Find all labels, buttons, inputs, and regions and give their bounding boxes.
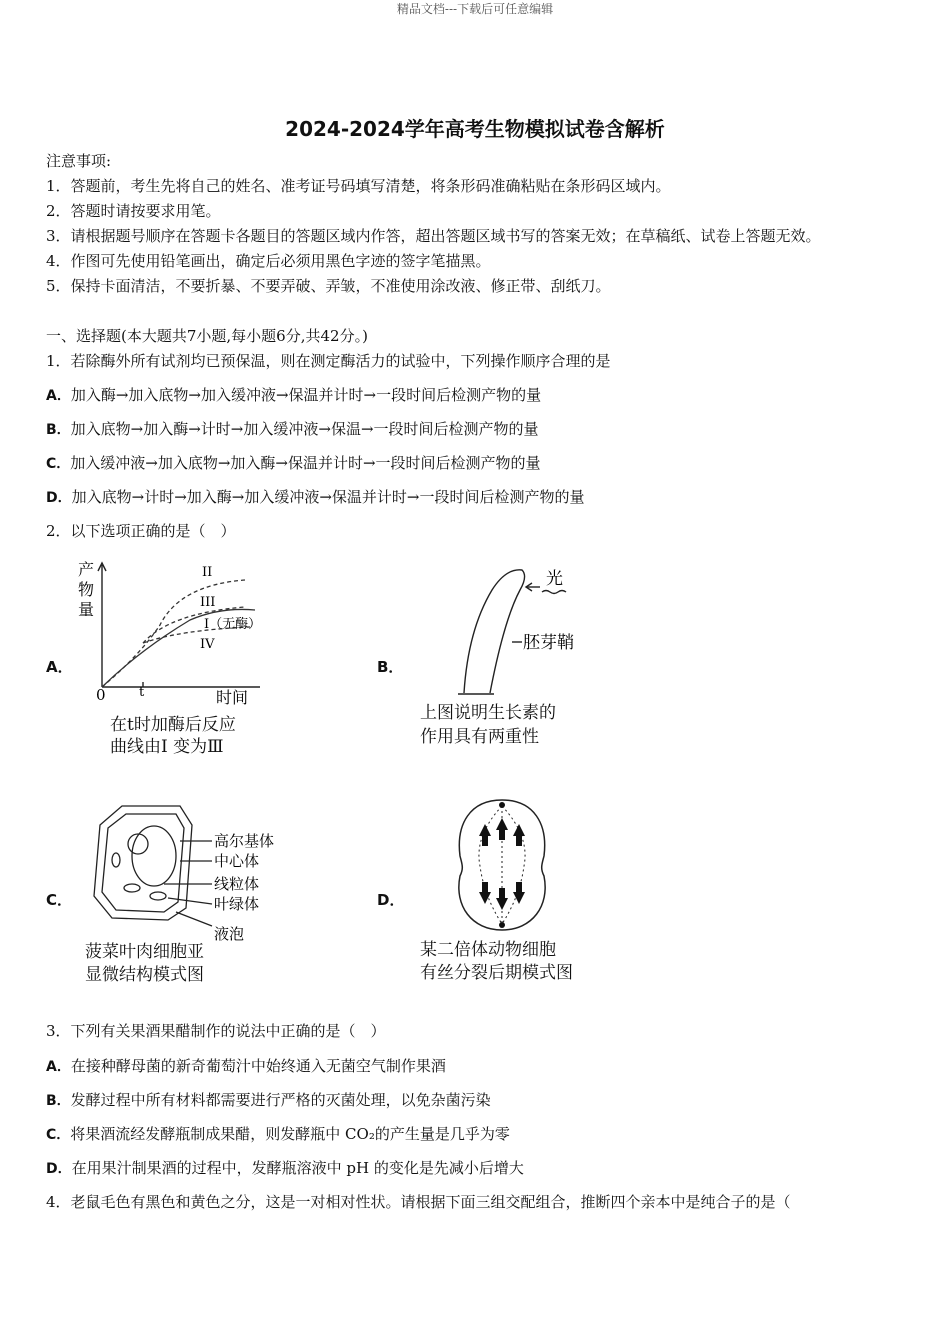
chloroplast — [124, 884, 140, 892]
spindle-fiber — [479, 806, 502, 924]
notice-item: 4．作图可先使用铅笔画出，确定后必须用黑色字迹的签字笔描黑。 — [46, 252, 491, 270]
option-text: 在接种酵母菌的新奇葡萄汁中始终通入无菌空气制作果酒 — [70, 1057, 446, 1075]
y-label-3: 量 — [78, 600, 95, 619]
light-label: 光 — [546, 569, 563, 589]
option-label: B． — [46, 1093, 71, 1109]
part-centrosome: 中心体 — [214, 852, 260, 870]
pointer-line — [176, 912, 212, 926]
notice-heading: 注意事项: — [46, 152, 112, 170]
curve-ii — [102, 580, 245, 687]
fig-d-caption-1: 某二倍体动物细胞 — [420, 940, 556, 960]
nucleus — [128, 834, 148, 854]
section-heading: 一、选择题(本大题共7小题,每小题6分,共42分。) — [46, 327, 368, 345]
q3-option-c — [46, 1124, 510, 1145]
chloroplast — [150, 892, 166, 900]
vacuole — [132, 826, 176, 886]
q3-option-b — [46, 1090, 491, 1111]
t-label: t — [139, 685, 145, 700]
option-label: B． — [46, 422, 71, 438]
y-label-2: 物 — [78, 580, 95, 599]
q4-stem: 4．老鼠毛色有黑色和黄色之分，这是一对相对性状。请根据下面三组交配组合，推断四个亲本中是纯合子的是（ — [46, 1193, 791, 1211]
option-label: A． — [46, 388, 71, 404]
chromosome — [513, 824, 525, 846]
q3-option-a — [46, 1056, 446, 1077]
option-text: 在用果汁制果酒的过程中，发酵瓶溶液中 pH 的变化是先减小后增大 — [71, 1159, 524, 1177]
q1-option-d — [46, 487, 584, 508]
fig-b-caption-2: 作用具有两重性 — [420, 727, 539, 747]
curve-label-ii: II — [202, 565, 213, 580]
chromosome — [479, 882, 491, 904]
option-text: 加入底物→加入酶→计时→加入缓冲液→保温→一段时间后检测产物的量 — [70, 420, 539, 438]
chromosome — [496, 818, 508, 840]
mitochondrion — [112, 853, 120, 867]
coleoptile-shape — [464, 570, 525, 693]
notice-item: 3．请根据题号顺序在答题卡各题目的答题区域内作答，超出答题区域书写的答案无效；在草稿纸、试卷上答题无效。 — [46, 227, 821, 245]
coleoptile-label: 胚芽鞘 — [523, 633, 574, 653]
chromosome — [479, 824, 491, 846]
figure-c-cell — [80, 800, 310, 945]
notice-item: 5．保持卡面清洁，不要折暴、不要弄破、弄皱，不准使用涂改液、修正带、刮纸刀。 — [46, 277, 611, 295]
fig-b-label: B． — [377, 658, 404, 676]
option-label: A． — [46, 1059, 71, 1075]
option-label: C． — [46, 456, 71, 472]
fig-a-label: A． — [46, 658, 73, 676]
q1-stem: 1．若除酶外所有试剂均已预保温，则在测定酶活力的试验中，下列操作顺序合理的是 — [46, 352, 611, 370]
fig-c-caption-1: 菠菜叶肉细胞亚 — [85, 942, 204, 962]
cell-membrane — [102, 814, 184, 912]
q3-stem: 3．下列有关果酒果醋制作的说法中正确的是（ ） — [46, 1022, 386, 1040]
q2-stem: 2．以下选项正确的是（ ） — [46, 522, 236, 540]
pointer-line — [168, 898, 212, 904]
chromosome — [496, 888, 508, 910]
part-chloroplast: 叶绿体 — [214, 895, 260, 913]
part-mitochondria: 线粒体 — [214, 875, 260, 893]
origin-label: 0 — [96, 686, 106, 704]
y-label-1: 产 — [78, 560, 95, 579]
option-text: 加入缓冲液→加入底物→加入酶→保温并计时→一段时间后检测产物的量 — [70, 454, 541, 472]
fig-d-label: D． — [377, 891, 405, 909]
option-label: D． — [46, 490, 72, 506]
option-text: 发酵过程中所有材料都需要进行严格的灭菌处理，以免杂菌污染 — [70, 1091, 491, 1109]
figure-d-mitosis — [452, 796, 552, 936]
spindle-fiber — [502, 806, 525, 924]
part-golgi: 高尔基体 — [214, 832, 275, 850]
notice-item: 2．答题时请按要求用笔。 — [46, 202, 221, 220]
option-label: D． — [46, 1161, 72, 1177]
fig-c-label: C． — [46, 891, 73, 909]
q3-option-d — [46, 1158, 524, 1179]
fig-d-caption-2: 有丝分裂后期模式图 — [420, 963, 573, 983]
curve-label-iii: III — [200, 595, 216, 610]
fig-a-caption-2: 曲线由Ⅰ 变为Ⅲ — [110, 737, 224, 757]
curve-label-i: I（无酶） — [204, 617, 262, 632]
x-label: 时间 — [216, 688, 249, 707]
q1-option-b — [46, 419, 539, 440]
figure-b-coleoptile — [440, 560, 610, 700]
option-text: 将果酒流经发酵瓶制成果醋，则发酵瓶中 CO₂的产生量是几乎为零 — [70, 1125, 510, 1143]
header-note: 精品文档---下载后可任意编辑 — [396, 2, 554, 16]
fig-c-caption-2: 显微结构模式图 — [85, 965, 204, 985]
notice-item: 1．答题前，考生先将自己的姓名、准考证号码填写清楚，将条形码准确粘贴在条形码区域内。 — [46, 177, 671, 195]
option-label: C． — [46, 1127, 71, 1143]
q1-option-a — [46, 385, 541, 406]
curve-label-iv: IV — [200, 637, 215, 652]
q1-option-c — [46, 453, 541, 474]
fig-a-caption-1: 在t时加酶后反应 — [110, 715, 236, 735]
centrosome — [499, 802, 505, 808]
part-vacuole: 液泡 — [214, 925, 245, 943]
light-wave — [542, 591, 566, 594]
option-text: 加入酶→加入底物→加入缓冲液→保温并计时→一段时间后检测产物的量 — [70, 386, 542, 404]
page-title: 2024-2024学年高考生物模拟试卷含解析 — [285, 117, 665, 141]
centrosome — [499, 922, 505, 928]
fig-b-caption-1: 上图说明生长素的 — [420, 703, 556, 723]
option-text: 加入底物→计时→加入酶→加入缓冲液→保温并计时→一段时间后检测产物的量 — [71, 488, 585, 506]
chromosome — [513, 882, 525, 904]
